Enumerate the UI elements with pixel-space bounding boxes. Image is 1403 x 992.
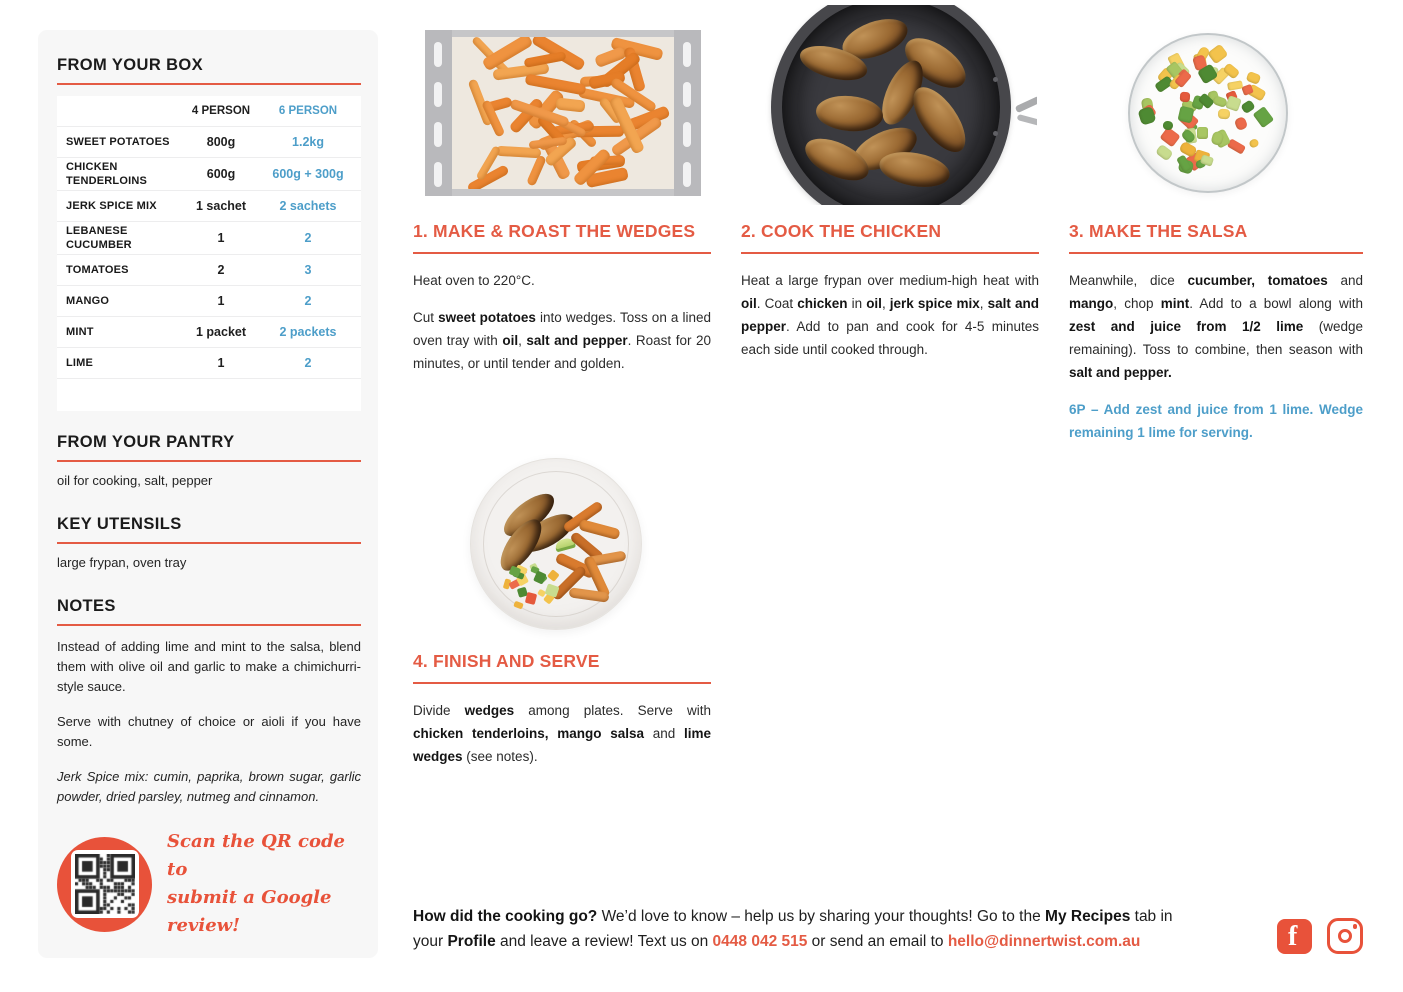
table-header-row <box>57 96 361 127</box>
qty-4-person: 2 <box>217 263 225 277</box>
paragraph: Heat a large frypan over medium-high heat with oil. Coat chicken in oil, jerk spice mix, salt and pepper. Add to pan and cook for 4-5 minutes each side until cooked through. <box>741 273 1039 357</box>
qr-code <box>71 850 139 918</box>
step-3-rule <box>1069 252 1363 254</box>
ingredient-name: SWEET POTATOES <box>66 136 170 148</box>
table-row <box>57 222 361 255</box>
email-link[interactable]: hello@dinnertwist.com.au <box>947 933 1141 950</box>
qty-4-person: 4 PERSON <box>191 105 251 117</box>
qr-pattern <box>75 854 135 914</box>
qty-6-person: 2 <box>304 294 312 308</box>
table-row <box>57 191 361 222</box>
qty-6-person: 2 packets <box>279 325 337 339</box>
step-1-title: 1. MAKE & ROAST THE WEDGES <box>413 221 696 241</box>
qty-4-person: 1 <box>217 356 225 370</box>
photo-wedges-tray <box>425 30 701 196</box>
photo-chicken-pan <box>757 5 1037 205</box>
step-1 <box>413 221 711 389</box>
utensils-title-rule <box>57 542 361 544</box>
sidebar <box>38 30 378 958</box>
pantry-text: oil for cooking, salt, pepper <box>57 473 213 488</box>
qty-6-person: 1.2kg <box>292 135 324 149</box>
step-4-title: 4. FINISH AND SERVE <box>413 651 600 671</box>
paragraph: Divide wedges among plates. Serve with chicken tenderloins, mango salsa and lime wedges (see notes). <box>413 703 711 764</box>
step-3-title: 3. MAKE THE SALSA <box>1069 221 1248 241</box>
phone-link[interactable]: 0448 042 515 <box>712 933 808 950</box>
table-row <box>57 348 361 379</box>
table-row <box>57 317 361 348</box>
paragraph: How did the cooking go? We’d love to know – help us by sharing your thoughts! Go to the My Recipes tab in <box>413 908 1173 925</box>
qty-4-person: 1 <box>217 294 225 308</box>
qty-4-person: 1 sachet <box>195 199 247 213</box>
box-table <box>57 96 361 411</box>
step-2-rule <box>741 252 1039 254</box>
step-3 <box>1069 221 1363 458</box>
utensils-text: large frypan, oven tray <box>57 555 187 570</box>
ingredient-name: CHICKEN TENDERLOINS <box>66 161 148 187</box>
paragraph: Instead of adding lime and mint to the salsa, blend them with olive oil and garlic to make a chimichurri-style sauce. <box>57 639 361 694</box>
table-row <box>57 158 361 191</box>
ingredient-name: JERK SPICE MIX <box>66 200 157 212</box>
qty-6-person: 2 <box>304 231 312 245</box>
step-1-rule <box>413 252 711 254</box>
step-4 <box>413 651 711 782</box>
box-title-rule <box>57 83 361 85</box>
qr-review-block <box>57 828 361 940</box>
instagram-lens <box>1338 929 1352 943</box>
paragraph: 6P – Add zest and juice from 1 lime. Wedge remaining 1 lime for serving. <box>1069 402 1363 440</box>
step-2-title: 2. COOK THE CHICKEN <box>741 221 942 241</box>
paragraph: your Profile and leave a review! Text us on 0448 042 515 or send an email to hello@dinnertwist.com.au <box>413 933 1141 950</box>
paragraph: Serve with chutney of choice or aioli if you have some. <box>57 714 361 749</box>
footer-message <box>413 905 1265 955</box>
paragraph: Cut sweet potatoes into wedges. Toss on a lined oven tray with oil, salt and pepper. Roast for 20 minutes, or until tender and golden. <box>413 310 712 371</box>
pantry-title: FROM YOUR PANTRY <box>57 433 235 451</box>
step-4-instructions <box>413 699 711 768</box>
ingredient-name: LEBANESE CUCUMBER <box>66 225 132 251</box>
photo-salsa-bowl <box>1128 33 1288 193</box>
qty-6-person: 2 <box>304 356 312 370</box>
photo-finished-plate <box>470 458 642 630</box>
qty-4-person: 1 packet <box>195 325 247 339</box>
qty-6-person: 600g + 300g <box>272 167 344 181</box>
step-2-instructions <box>741 269 1039 361</box>
table-row <box>57 127 361 158</box>
step-3-instructions <box>1069 269 1363 444</box>
paragraph: Meanwhile, dice cucumber, tomatoes and mango, chop mint. Add to a bowl along with zest and juice from 1/2 lime (wedge remaining). Toss to combine, then season with salt and pepper. <box>1069 273 1363 380</box>
notes-title: NOTES <box>57 597 116 615</box>
paragraph: Jerk Spice mix: cumin, paprika, brown sugar, garlic powder, dried parsley, nutmeg and cinnamon. <box>57 769 361 804</box>
table-row <box>57 286 361 317</box>
instagram-dot <box>1353 924 1358 929</box>
ingredient-name: MANGO <box>66 295 110 307</box>
step-1-instructions <box>413 269 711 375</box>
notes-text <box>57 637 361 807</box>
qty-6-person: 3 <box>304 263 312 277</box>
qty-6-person: 2 sachets <box>279 199 337 213</box>
notes-title-rule <box>57 624 361 626</box>
instagram-icon[interactable] <box>1327 918 1363 954</box>
table-row <box>57 255 361 286</box>
utensils-title: KEY UTENSILS <box>57 515 182 533</box>
pantry-title-rule <box>57 460 361 462</box>
step-2 <box>741 221 1039 375</box>
ingredient-name: MINT <box>66 326 94 338</box>
qr-code-icon <box>57 837 152 932</box>
qty-4-person: 800g <box>206 135 236 149</box>
qty-4-person: 600g <box>206 167 236 181</box>
paragraph: Heat oven to 220°C. <box>413 273 535 288</box>
step-4-rule <box>413 682 711 684</box>
qty-6-person: 6 PERSON <box>278 105 338 117</box>
qr-caption: Scan the QR code to submit a Google review! <box>167 831 346 936</box>
box-title: FROM YOUR BOX <box>57 56 204 74</box>
ingredient-name: TOMATOES <box>66 264 129 276</box>
facebook-icon[interactable]: f <box>1277 919 1312 954</box>
ingredient-name: LIME <box>66 357 94 369</box>
qty-4-person: 1 <box>217 231 225 245</box>
